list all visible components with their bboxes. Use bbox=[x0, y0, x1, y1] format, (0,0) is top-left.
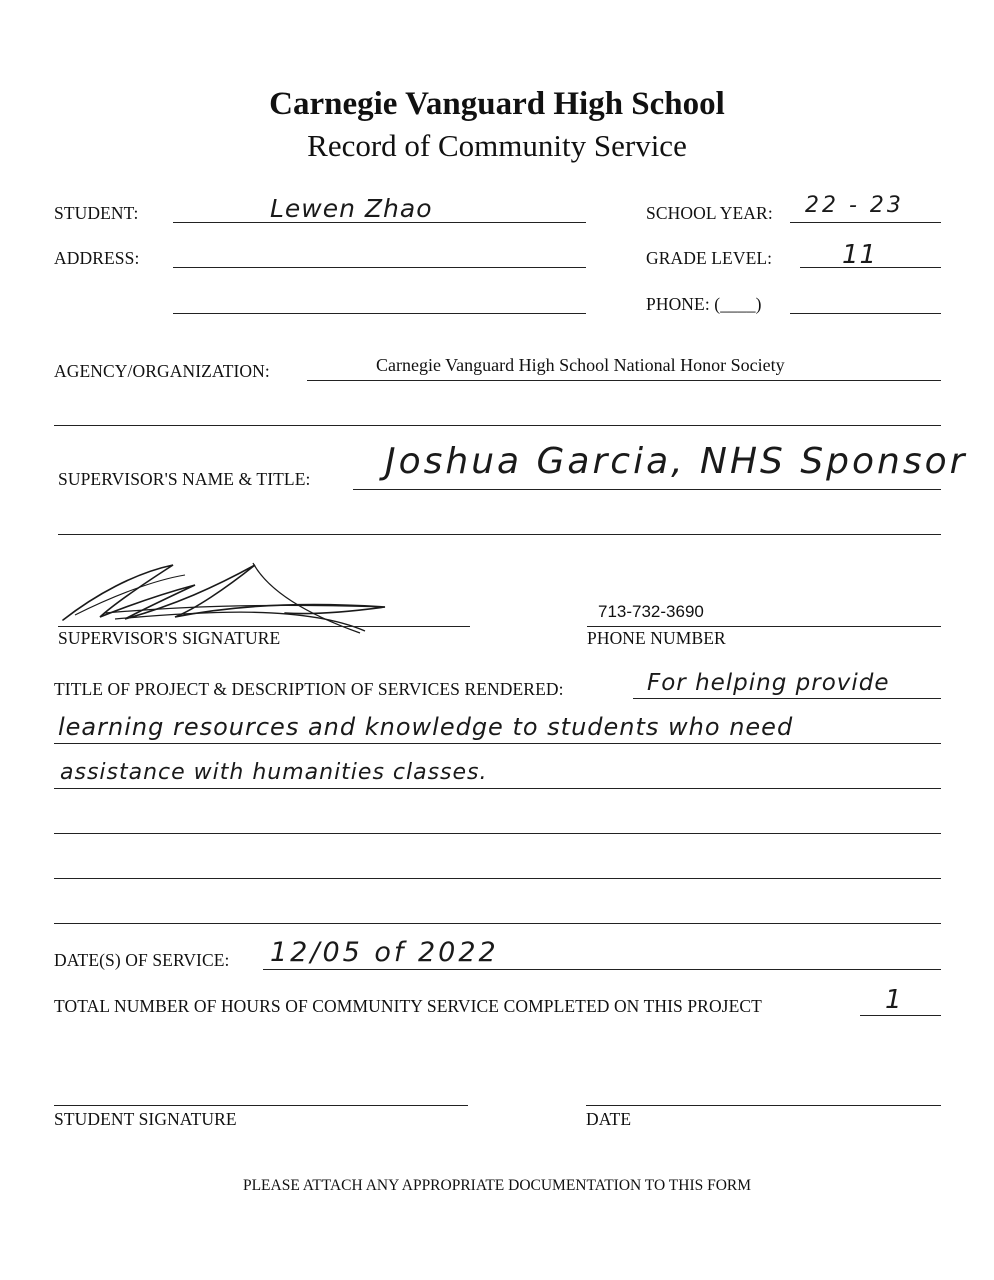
address-line-2[interactable] bbox=[173, 313, 586, 314]
supervisor-line bbox=[353, 489, 941, 490]
project-line-4[interactable] bbox=[54, 833, 941, 834]
project-line-2-value[interactable]: learning resources and knowledge to students who need bbox=[58, 713, 794, 741]
hours-line bbox=[860, 1015, 941, 1016]
hours-value[interactable]: 1 bbox=[885, 985, 903, 1015]
supervisor-value[interactable]: Joshua Garcia, NHS Sponsor bbox=[385, 441, 968, 482]
project-line-5[interactable] bbox=[54, 878, 941, 879]
date-label: DATE bbox=[586, 1109, 632, 1129]
dates-line bbox=[263, 969, 941, 970]
date-line[interactable] bbox=[586, 1105, 941, 1106]
student-signature-line[interactable] bbox=[54, 1105, 468, 1106]
student-label: STUDENT: bbox=[54, 203, 139, 223]
grade-level-label: GRADE LEVEL: bbox=[646, 248, 773, 268]
hours-label: TOTAL NUMBER OF HOURS OF COMMUNITY SERVICE COMPLETED ON THIS PROJECT bbox=[54, 996, 762, 1016]
student-signature-label: STUDENT SIGNATURE bbox=[54, 1109, 237, 1129]
project-line-6[interactable] bbox=[54, 923, 941, 924]
agency-label: AGENCY/ORGANIZATION: bbox=[54, 361, 270, 381]
school-name: Carnegie Vanguard High School bbox=[269, 86, 725, 122]
project-line-2 bbox=[54, 743, 941, 744]
supervisor-label: SUPERVISOR'S NAME & TITLE: bbox=[58, 469, 311, 489]
supervisor-signature-label: SUPERVISOR'S SIGNATURE bbox=[58, 628, 281, 648]
supervisor-phone-line bbox=[587, 626, 941, 627]
address-label: ADDRESS: bbox=[54, 248, 140, 268]
address-line-1[interactable] bbox=[173, 267, 586, 268]
supervisor-line-2 bbox=[58, 534, 941, 535]
school-year-value[interactable]: 22 - 23 bbox=[805, 193, 904, 218]
agency-line-2 bbox=[54, 425, 941, 426]
supervisor-signature-line bbox=[58, 626, 470, 627]
project-line-1 bbox=[633, 698, 941, 699]
phone-line[interactable] bbox=[790, 313, 941, 314]
grade-level-value[interactable]: 11 bbox=[842, 240, 878, 270]
project-line-3-value[interactable]: assistance with humanities classes. bbox=[60, 760, 488, 785]
project-line-3 bbox=[54, 788, 941, 789]
school-year-label: SCHOOL YEAR: bbox=[646, 203, 773, 223]
dates-value[interactable]: 12/05 of 2022 bbox=[270, 937, 499, 968]
agency-line bbox=[307, 380, 941, 381]
supervisor-phone-value[interactable]: 713-732-3690 bbox=[598, 602, 704, 621]
form-title: Record of Community Service bbox=[307, 128, 687, 163]
dates-label: DATE(S) OF SERVICE: bbox=[54, 950, 230, 970]
footer-note: PLEASE ATTACH ANY APPROPRIATE DOCUMENTATION TO THIS FORM bbox=[242, 1177, 752, 1194]
project-line-1-value[interactable]: For helping provide bbox=[647, 670, 890, 696]
school-year-line bbox=[790, 222, 941, 223]
project-label: TITLE OF PROJECT & DESCRIPTION OF SERVICES RENDERED: bbox=[54, 679, 564, 699]
student-value[interactable]: Lewen Zhao bbox=[270, 194, 433, 223]
phone-number-label: PHONE NUMBER bbox=[587, 628, 726, 648]
agency-value[interactable]: Carnegie Vanguard High School National Honor Society bbox=[376, 355, 785, 375]
phone-label: PHONE: (____) bbox=[646, 294, 762, 314]
